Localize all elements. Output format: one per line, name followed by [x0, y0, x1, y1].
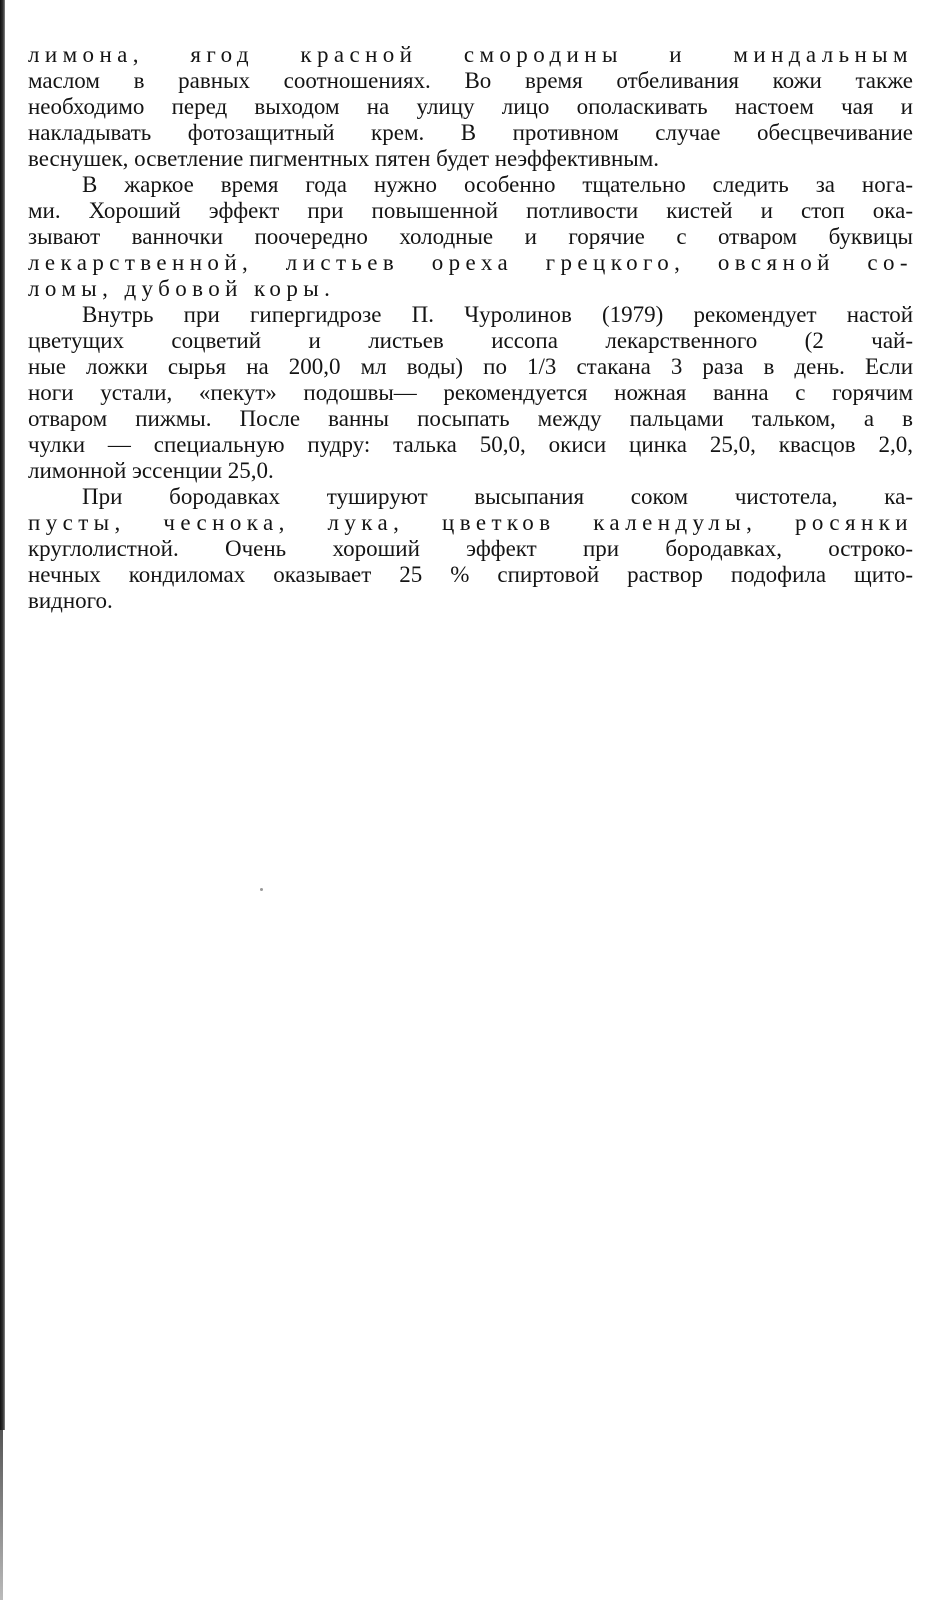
text-line: При бородавках тушируют высыпания соком чистотела, ка-: [82, 484, 913, 509]
text-line: маслом в равных соотношениях. Во время отбеливания кожи также: [28, 68, 913, 93]
text-line: лимонной эссенции 25,0.: [28, 458, 274, 483]
text-line: необходимо перед выходом на улицу лицо ополаскивать настоем чая и: [28, 94, 913, 119]
text-line: ноги устали, «пекут» подошвы— рекомендуется ножная ванна с горячим: [28, 380, 913, 405]
text-line: видного.: [28, 588, 113, 613]
text-line: ные ложки сырья на 200,0 мл воды) по 1/3 стакана 3 раза в день. Если: [28, 354, 913, 379]
body-text: [28, 42, 913, 614]
paragraph-2: [28, 172, 913, 302]
paragraph-4: [28, 484, 913, 614]
paragraph-3: [28, 302, 913, 484]
text-line: накладывать фотозащитный крем. В противном случае обесцвечивание: [28, 120, 913, 145]
text-line: лимона, ягод красной смородины и миндальным: [28, 42, 913, 67]
print-speck: [260, 888, 263, 891]
binding-edge-shadow: [0, 1430, 3, 1600]
text-line: круглолистной. Очень хороший эффект при бородавках, остроко-: [28, 536, 913, 561]
text-line: ми. Хороший эффект при повышенной потливости кистей и стоп ока-: [28, 198, 913, 223]
text-line: веснушек, осветление пигментных пятен будет неэффективным.: [28, 146, 660, 171]
text-line: пусты, чеснока, лука, цветков календулы, росянки: [28, 510, 913, 535]
text-line: отваром пижмы. После ванны посыпать между пальцами тальком, а в: [28, 406, 913, 431]
paragraph-1: [28, 42, 913, 172]
text-line: нечных кондиломах оказывает 25 % спиртовой раствор подофила щито-: [28, 562, 913, 587]
text-line: чулки — специальную пудру: талька 50,0, окиси цинка 25,0, квасцов 2,0,: [28, 432, 913, 457]
text-line: Внутрь при гипергидрозе П. Чуролинов (1979) рекомендует настой: [82, 302, 913, 327]
text-line: ломы, дубовой коры.: [28, 276, 336, 301]
text-line: цветущих соцветий и листьев иссопа лекарственного (2 чай-: [28, 328, 913, 353]
text-line: В жаркое время года нужно особенно тщательно следить за нога-: [82, 172, 913, 197]
binding-edge: [0, 0, 5, 1430]
text-line: лекарственной, листьев ореха грецкого, овсяной со-: [28, 250, 913, 275]
text-line: зывают ванночки поочередно холодные и горячие с отваром буквицы: [28, 224, 913, 249]
